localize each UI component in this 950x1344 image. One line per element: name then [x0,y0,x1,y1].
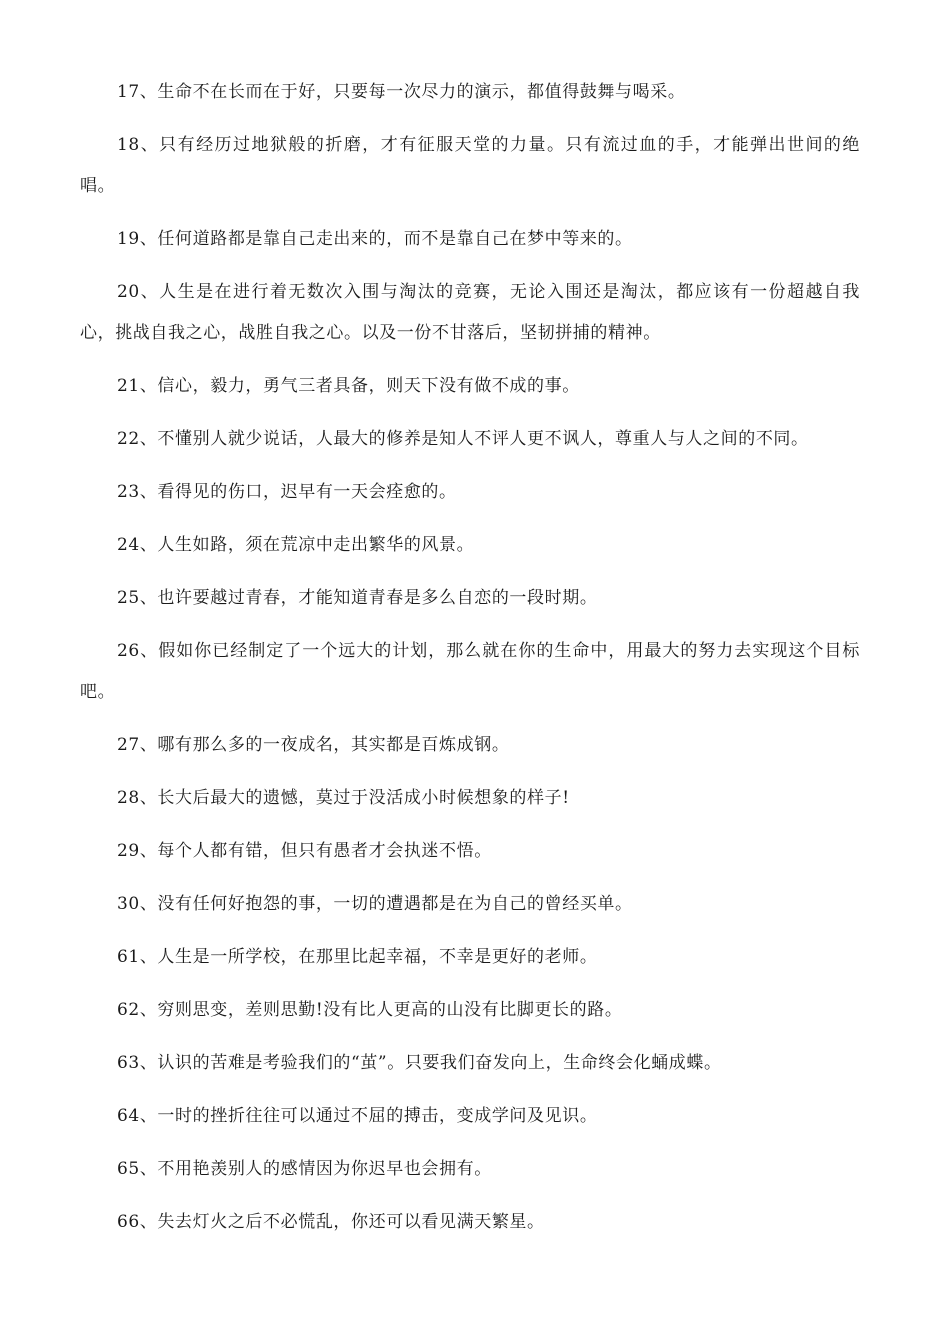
paragraph-22: 22、不懂别人就少说话，人最大的修养是知人不评人更不讽人，尊重人与人之间的不同。 [117,429,809,449]
paragraph-18: 18、只有经历过地狱般的折磨，才有征服天堂的力量。只有流过血的手，才能弹出世间的绝唱。 [80,135,860,196]
paragraph-20: 20、人生是在进行着无数次入围与淘汰的竞赛，无论入围还是淘汰，都应该有一份超越自我心，挑战自我之心，战胜自我之心。以及一份不甘落后，坚韧拼捕的精神。 [80,282,860,343]
paragraph-64: 64、一时的挫折往往可以通过不屈的搏击，变成学问及见识。 [117,1106,598,1126]
paragraph-27: 27、哪有那么多的一夜成名，其实都是百炼成钢。 [117,735,510,755]
paragraph-24: 24、人生如路，须在荒凉中走出繁华的风景。 [117,535,475,555]
paragraph-66: 66、失去灯火之后不必慌乱，你还可以看见满天繁星。 [117,1212,545,1232]
paragraph-62: 62、穷则思变，差则思勤!没有比人更高的山没有比脚更长的路。 [117,1000,623,1020]
document-body [80,72,860,1255]
paragraph-25: 25、也许要越过青春，才能知道青春是多么自恋的一段时期。 [117,588,598,608]
paragraph-30: 30、没有任何好抱怨的事，一切的遭遇都是在为自己的曾经买单。 [117,894,633,914]
paragraph-65: 65、不用艳羡别人的感情因为你迟早也会拥有。 [117,1159,492,1179]
paragraph-26: 26、假如你已经制定了一个远大的计划，那么就在你的生命中，用最大的努力去实现这个目标吧。 [80,641,860,702]
paragraph-21: 21、信心，毅力，勇气三者具备，则天下没有做不成的事。 [117,376,580,396]
paragraph-61: 61、人生是一所学校，在那里比起幸福，不幸是更好的老师。 [117,947,598,967]
paragraph-19: 19、任何道路都是靠自己走出来的，而不是靠自己在梦中等来的。 [117,229,633,249]
paragraph-29: 29、每个人都有错，但只有愚者才会执迷不悟。 [117,841,492,861]
paragraph-28: 28、长大后最大的遗憾，莫过于没活成小时候想象的样子! [117,788,570,808]
paragraph-17: 17、生命不在长而在于好，只要每一次尽力的演示，都值得鼓舞与喝采。 [117,82,686,102]
paragraph-23: 23、看得见的伤口，迟早有一天会痊愈的。 [117,482,457,502]
paragraph-63: 63、认识的苦难是考验我们的“茧”。只要我们奋发向上，生命终会化蛹成蝶。 [117,1053,722,1073]
